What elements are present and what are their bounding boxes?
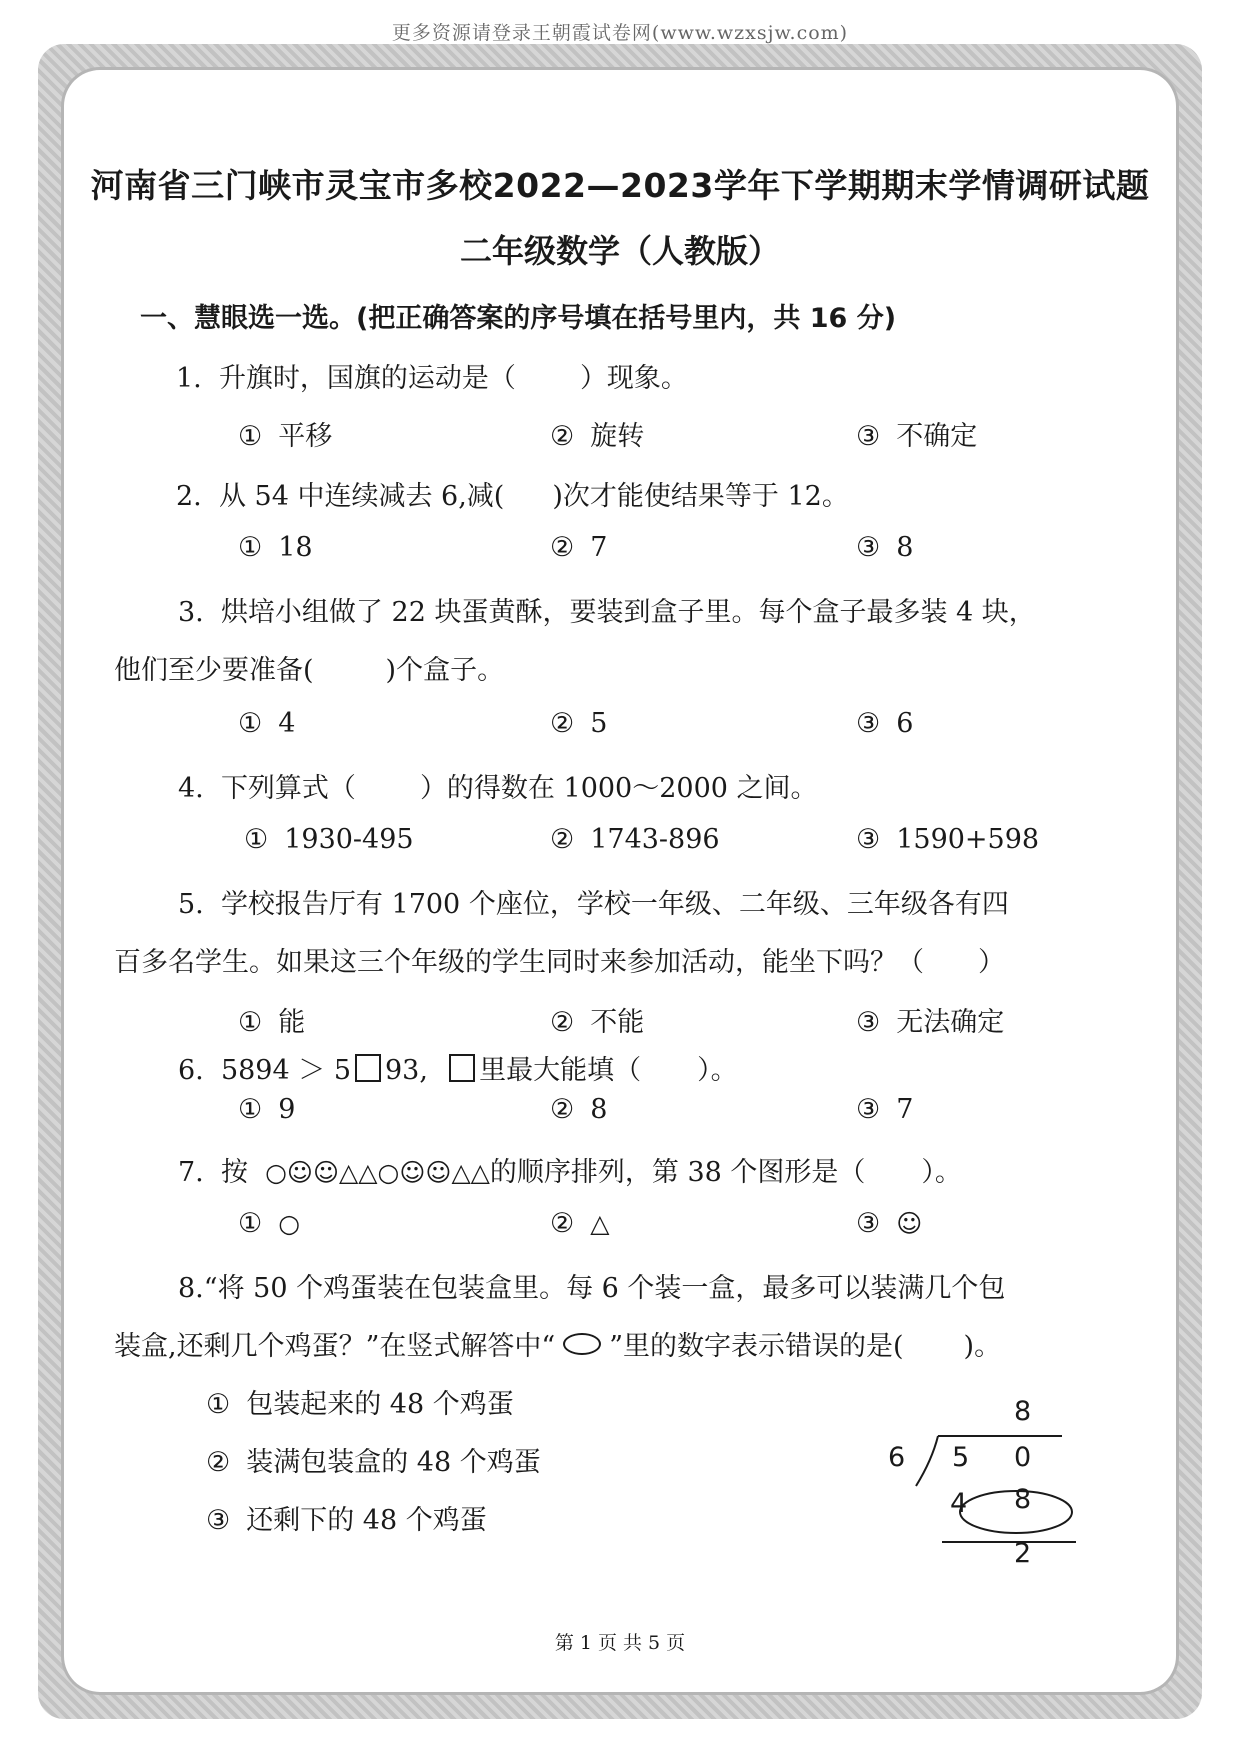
shape-sequence: ○☺☺△△○☺☺△△ (265, 1158, 490, 1187)
circle-shape-icon: ○ (278, 1209, 301, 1238)
box-placeholder (449, 1054, 475, 1082)
option-2[interactable] (550, 414, 644, 453)
option-mark: ③ (856, 421, 881, 452)
option-mark: ① (238, 532, 263, 563)
option-3[interactable] (206, 1498, 487, 1537)
question-text: ）的得数在 1000～2000 之间。 (419, 773, 818, 804)
option-2[interactable] (206, 1440, 541, 1479)
option-2[interactable] (550, 708, 607, 739)
option-text: 平移 (278, 421, 333, 452)
option-mark: ③ (856, 824, 881, 855)
question-8 (178, 1266, 1005, 1305)
question-text: 里最大能填（ (479, 1055, 642, 1086)
option-mark: ② (550, 708, 575, 739)
long-division-figure (880, 1390, 1100, 1570)
question-text: 烘培小组做了 22 块蛋黄酥，要装到盒子里。每个盒子最多装 4 块， (220, 597, 1036, 628)
question-8-line-2 (114, 1324, 1001, 1363)
question-text: 按 (220, 1157, 248, 1188)
option-mark: ② (550, 1007, 575, 1038)
question-text: 升旗时，国旗的运动是（ (218, 363, 516, 394)
question-text: 从 54 中连续减去 6,减( (218, 481, 505, 512)
option-2[interactable] (550, 1208, 609, 1239)
question-number: 7. (178, 1157, 204, 1188)
option-text: 1743-896 (590, 824, 720, 855)
question-number: 5. (178, 889, 204, 920)
option-3[interactable] (856, 1000, 1004, 1039)
option-text: 能 (278, 1007, 306, 1038)
option-text: 1930-495 (284, 824, 414, 855)
option-text: 7 (896, 1094, 914, 1125)
option-text: 6 (896, 708, 914, 739)
exam-subtitle: 二年级数学（人教版） (459, 232, 780, 270)
page-footer: 第 1 页 共 5 页 (554, 1632, 686, 1654)
option-mark: ① (238, 1007, 263, 1038)
question-text: )。 (963, 1331, 1002, 1362)
question-text: ）。 (697, 1055, 738, 1086)
question-3 (178, 590, 1036, 629)
option-1[interactable] (238, 414, 332, 453)
question-2 (176, 474, 849, 513)
option-3[interactable] (856, 824, 1039, 855)
question-number: 4. (178, 773, 204, 804)
option-mark: ③ (856, 708, 881, 739)
division-product-digit: 8 (1014, 1484, 1032, 1515)
option-mark: ② (550, 824, 575, 855)
option-text: 5 (590, 708, 608, 739)
option-mark: ① (206, 1389, 231, 1420)
option-text: 旋转 (590, 421, 645, 452)
option-1[interactable] (238, 1208, 300, 1239)
question-text: 下列算式（ (220, 773, 356, 804)
option-mark: ① (238, 708, 263, 739)
option-mark: ② (550, 1094, 575, 1125)
triangle-shape-icon: △ (590, 1209, 610, 1238)
option-mark: ② (550, 1208, 575, 1239)
option-mark: ① (238, 1208, 263, 1239)
option-3[interactable] (856, 708, 913, 739)
option-text: 不确定 (896, 421, 978, 452)
option-1[interactable] (238, 708, 295, 739)
option-mark: ① (238, 421, 263, 452)
question-3-line-2 (114, 648, 504, 687)
question-text: 93, (385, 1055, 428, 1086)
box-placeholder (355, 1054, 381, 1082)
option-mark: ③ (206, 1505, 231, 1536)
option-mark: ③ (856, 532, 881, 563)
question-text: 5894 ＞ 5 (220, 1055, 351, 1086)
option-mark: ② (550, 532, 575, 563)
option-3[interactable] (856, 414, 977, 453)
option-text: 7 (590, 532, 608, 563)
question-5-line-2 (114, 940, 1005, 979)
question-5 (178, 882, 1009, 921)
question-number: 3. (178, 597, 204, 628)
option-1[interactable] (238, 532, 313, 563)
option-text: 不能 (590, 1007, 645, 1038)
option-text: 还剩下的 48 个鸡蛋 (246, 1505, 487, 1536)
question-1 (176, 356, 688, 395)
option-1[interactable] (244, 824, 414, 855)
option-1[interactable] (238, 1000, 305, 1039)
question-text: )次才能使结果等于 12。 (552, 481, 849, 512)
division-bracket-lines (880, 1390, 1100, 1570)
question-number: 1. (176, 363, 202, 394)
question-number: 8. (178, 1273, 204, 1304)
watermark: 更多资源请登录王朝霞试卷网(www.wzxsjw.com) (391, 22, 849, 44)
option-mark: ① (244, 824, 269, 855)
question-text: ）。 (921, 1157, 962, 1188)
option-text: 4 (278, 708, 296, 739)
division-dividend-digit: 0 (1014, 1442, 1032, 1473)
question-7 (178, 1150, 962, 1189)
option-2[interactable] (550, 824, 720, 855)
question-text: 百多名学生。如果这三个年级的学生同时来参加活动，能坐下吗？（ ） (114, 947, 1005, 978)
division-remainder: 2 (1014, 1538, 1032, 1569)
option-text: 8 (896, 532, 914, 563)
option-text: 18 (278, 532, 313, 563)
smiley-shape-icon: ☺ (896, 1209, 923, 1238)
question-text: 他们至少要准备( (114, 655, 314, 686)
option-1[interactable] (206, 1382, 514, 1421)
option-mark: ③ (856, 1208, 881, 1239)
option-text: 无法确定 (896, 1007, 1005, 1038)
option-text: 1590+598 (896, 824, 1040, 855)
question-6 (178, 1048, 738, 1087)
option-1[interactable] (238, 1094, 295, 1125)
option-text: 包装起来的 48 个鸡蛋 (246, 1389, 514, 1420)
question-text: ”里的数字表示错误的是( (609, 1331, 904, 1362)
division-dividend-digit: 5 (952, 1442, 970, 1473)
option-3[interactable] (856, 1094, 913, 1125)
section-heading: 一、慧眼选一选。(把正确答案的序号填在括号里内，共 16 分) (140, 303, 897, 334)
option-3[interactable] (856, 532, 913, 563)
option-2[interactable] (550, 1000, 644, 1039)
option-text: 9 (278, 1094, 296, 1125)
option-2[interactable] (550, 532, 607, 563)
option-2[interactable] (550, 1094, 607, 1125)
question-text: )个盒子。 (385, 655, 505, 686)
option-mark: ① (238, 1094, 263, 1125)
option-3[interactable] (856, 1208, 922, 1239)
option-mark: ③ (856, 1007, 881, 1038)
question-4 (178, 766, 818, 805)
question-number: 2. (176, 481, 202, 512)
division-product-digit: 4 (950, 1488, 968, 1519)
ellipse-icon (563, 1333, 601, 1355)
option-mark: ② (550, 421, 575, 452)
question-text: “将 50 个鸡蛋装在包装盒里。每 6 个装一盒，最多可以装满几个包 (203, 1273, 1006, 1304)
option-text: 装满包装盒的 48 个鸡蛋 (246, 1447, 541, 1478)
option-mark: ② (206, 1447, 231, 1478)
question-text: 学校报告厅有 1700 个座位，学校一年级、二年级、三年级各有四 (220, 889, 1009, 920)
division-divisor: 6 (888, 1442, 906, 1473)
question-text: 装盒,还剩几个鸡蛋？”在竖式解答中“ (114, 1331, 556, 1362)
question-number: 6. (178, 1055, 204, 1086)
division-quotient: 8 (1014, 1396, 1032, 1427)
option-text: 8 (590, 1094, 608, 1125)
exam-title: 河南省三门峡市灵宝市多校2022—2023学年下学期期末学情调研试题 (90, 166, 1150, 205)
question-text: 的顺序排列，第 38 个图形是（ (489, 1157, 866, 1188)
option-mark: ③ (856, 1094, 881, 1125)
question-text: ）现象。 (579, 363, 688, 394)
